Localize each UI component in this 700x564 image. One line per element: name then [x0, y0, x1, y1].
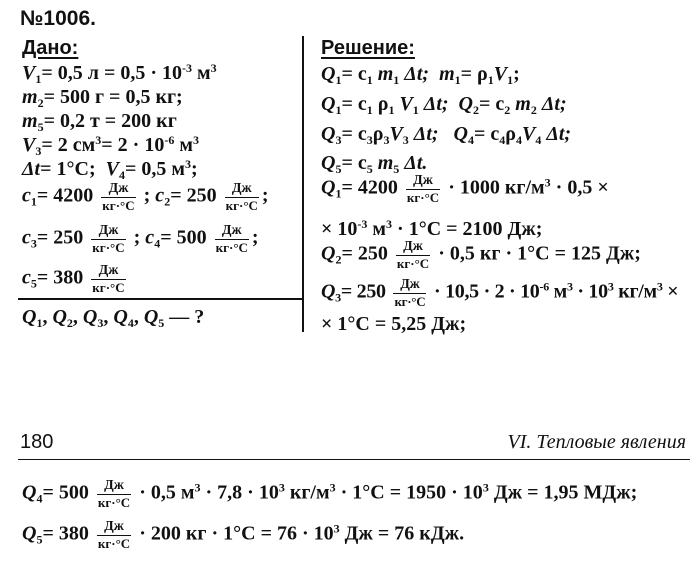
given-dt-v4: Δt= 1°C; $V_4= 0,5$ $м^3$;	[22, 157, 198, 182]
solution-line-9: × 1°С = 5,25 Дж;	[321, 313, 467, 335]
header-rule	[18, 459, 690, 460]
solution-line-2: $Q_1= c_1$ $\rho_1$ $V_1$ Δt; $Q_2= c_2$ $m_2$ Δt;	[321, 93, 567, 117]
find-line: $Q_1$, $Q_2$, $Q_3$, $Q_4$, $Q_5$ — ?	[22, 306, 205, 330]
unit-fraction: Дж кг·°С	[92, 223, 125, 255]
solution-line-8: $Q_3= 250$ Дж кг·°С · $10,5 \cdot 2 \cdot 10^{-6}$ $м^3 \cdot 10^3$ $кг/м^3$ ×	[321, 277, 679, 309]
given-v1: $V_1= 0,5$ $л = 0,5 \cdot 10^{-3}$ $м^3$	[22, 61, 217, 86]
solution-line-6: × $10^{-3}$ $м^3 \cdot 1^\circ С = 2100$ Дж;	[321, 217, 543, 240]
solution-line-7: $Q_2= 250$ Дж кг·°С · 0,5 кг · 1°С = 125 Дж;	[321, 239, 641, 271]
given-v3: $V_3= 2$ $см^3= 2 \cdot 10^{-6}$ $м^3$	[22, 133, 199, 158]
given-heading: Дано:	[22, 37, 79, 59]
unit-fraction: Дж кг·°С	[406, 173, 440, 205]
bottom-q5-line: $Q_5= 380$ Дж кг·°С · 200 кг · $1^\circ С = 76 \cdot 10^3$ Дж = 76 кДж.	[22, 519, 465, 551]
given-divider	[18, 298, 303, 300]
unit-fraction: Дж кг·°С	[225, 181, 258, 213]
solution-line-5: $Q_1= 4200$ Дж кг·°С · 1000 $кг/м^3 \cdot 0,5$ ×	[321, 173, 609, 205]
given-c1-c2: $c_1= 4200$ Дж кг·°С ; $c_2= 250$ Дж кг·°С ;	[22, 181, 269, 213]
solution-line-4: $Q_5= c_5$ $m_5$ Δt.	[321, 152, 428, 176]
unit-fraction: Дж кг·°С	[394, 277, 426, 309]
given-c3-c4: $c_3= 250$ Дж кг·°С ; $c_4= 500$ Дж кг·°С ;	[22, 223, 259, 255]
chapter-title: VI. Тепловые явления	[507, 431, 686, 453]
unit-fraction: Дж кг·°С	[92, 263, 125, 295]
solution-line-3: $Q_3= c_3\rho_3V_3$ Δt; $Q_4= c_4\rho_4V_4$ Δt;	[321, 123, 572, 147]
unit-fraction: Дж кг·°С	[396, 239, 430, 271]
solution-heading: Решение:	[321, 37, 415, 59]
page-number: 180	[20, 431, 54, 453]
given-m2: $m_2= 500$ г = 0,5 кг;	[22, 86, 183, 110]
solution-line-1: $Q_1= c_1$ $m_1$ Δt; $m_1= \rho_1V_1$;	[321, 63, 520, 87]
given-m5: $m_5= 0,2$ т = 200 кг	[22, 110, 177, 134]
bottom-q4-line: $Q_4= 500$ Дж кг·°С · 0,5 $м^3 \cdot 7,8 \cdot 10^3$ $кг/м^3 \cdot 1^\circ С = 1950 \cdot 10^3$ Дж = 1,95 МДж;	[22, 478, 638, 510]
unit-fraction: Дж кг·°С	[97, 519, 131, 551]
problem-number: №1006.	[20, 7, 96, 30]
unit-fraction: Дж кг·°С	[97, 478, 131, 510]
given-c5: $c_5= 380$ Дж кг·°С	[22, 263, 125, 295]
unit-fraction: Дж кг·°С	[215, 223, 248, 255]
unit-fraction: Дж кг·°С	[102, 181, 135, 213]
column-divider	[302, 36, 304, 332]
